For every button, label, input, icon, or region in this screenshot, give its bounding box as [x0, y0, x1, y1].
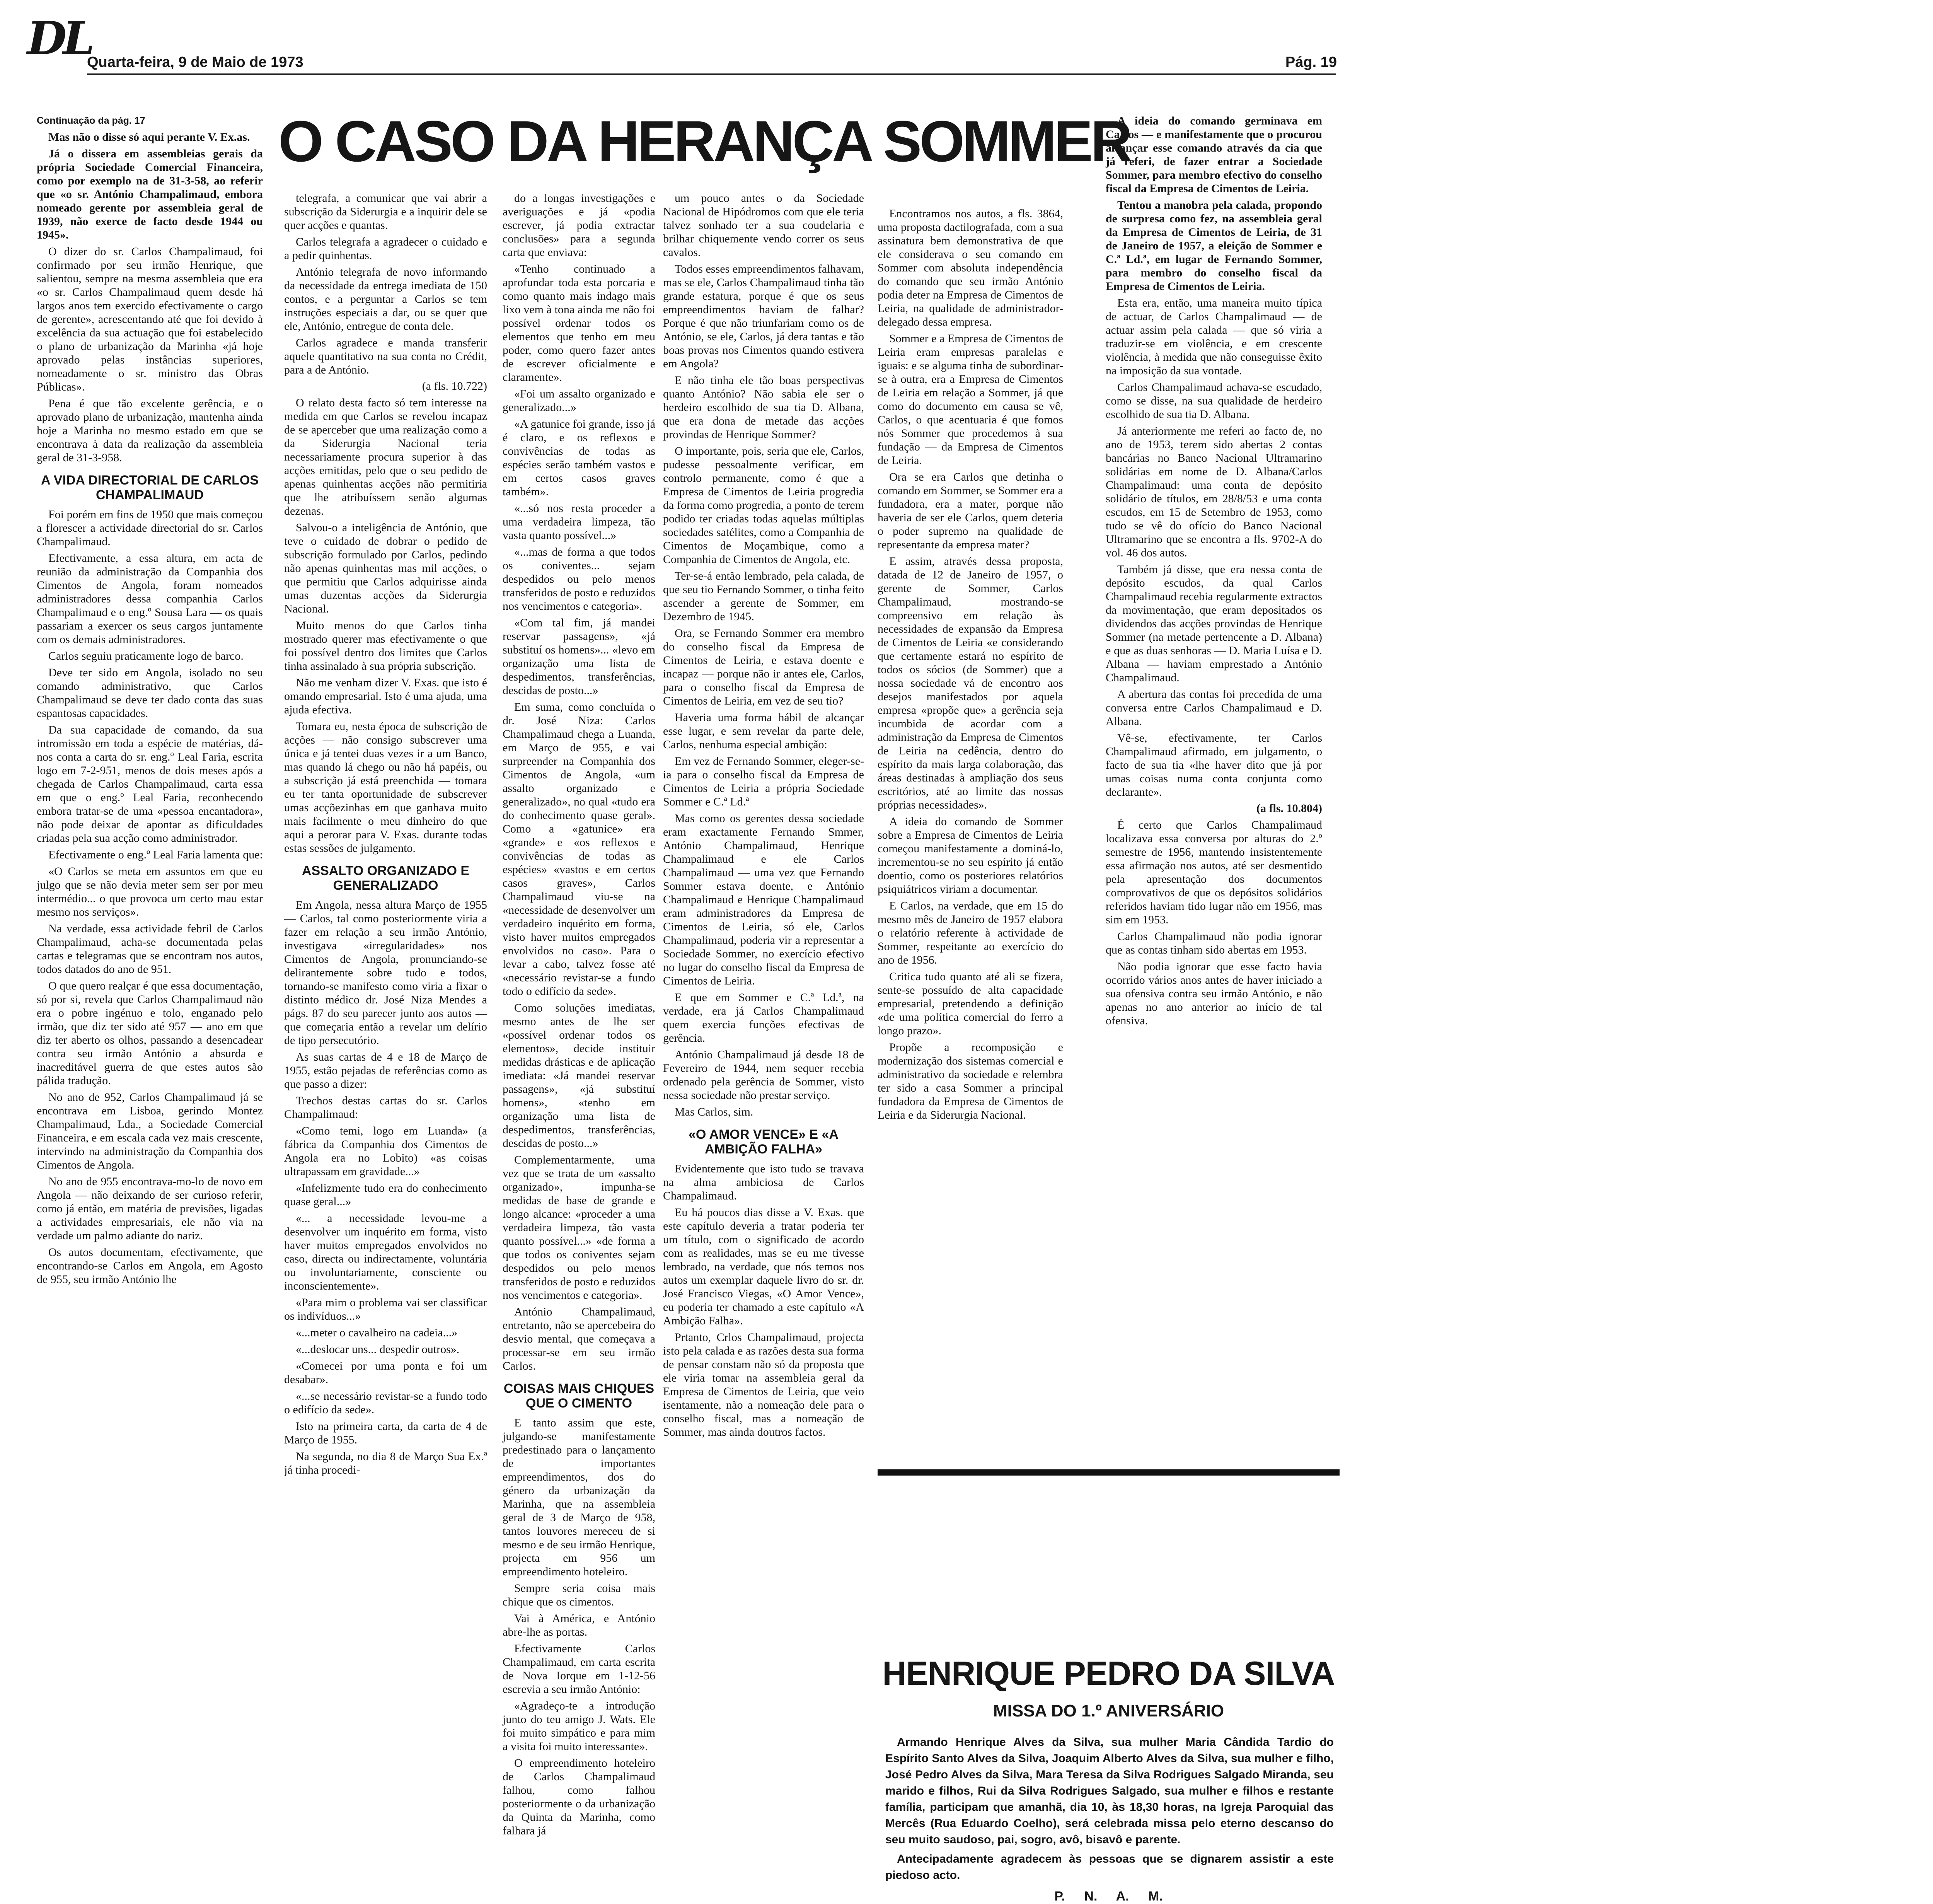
paragraph: Esta era, então, uma maneira muito típica de actuar, de Carlos Champalimaud — de actuar assim pela calada — que só viria a traduzir-se em violência, e em crescente violência, à medida que não conseguisse êxito na imposição da sua vontade. [1106, 297, 1322, 377]
obituary-rule [878, 1469, 1340, 1476]
paragraph: «Tenho continuado a aprofundar toda esta porcaria e como quanto mais indago mais lixo vem à tona ainda me não foi possível ordenar todos os elementos que tenho em meu poder, como quero fazer antes de escrever oficialmente e claramente». [503, 263, 655, 384]
paragraph: Em vez de Fernando Sommer, eleger-se-ia para o conselho fiscal da Empresa de Cimentos de Leiria a própria Sociedade Sommer e C.ª Ld.ª [663, 755, 864, 808]
paragraph: Foi porém em fins de 1950 que mais começou a florescer a actividade directorial do sr. Carlos Champalimaud. [37, 508, 263, 548]
obituary-name: HENRIQUE PEDRO DA SILVA [882, 1655, 1335, 1692]
paragraph: Vê-se, efectivamente, ter Carlos Champalimaud afirmado, em julgamento, o facto de sua tia «lhe haver dito que já por umas coisas numa conta conjunta como declarante». [1106, 732, 1322, 798]
paragraph: No ano de 955 encontrava-mo-lo de novo em Angola — não deixando de ser curioso referir, como já então, em matéria de previsões, ligadas a actividades empresariais, ele não via na verdade um palmo adiante do nariz. [37, 1175, 263, 1242]
paragraph: É certo que Carlos Champalimaud localizava essa conversa por alturas do 2.º semestre de 1956, mantendo insistentemente essa afirmação nos autos, até ser desmentido pela apresentação dos documentos comprovativos de que os depósitos solidários referidos haviam tido lugar não em 1956, mas sim em 1953. [1106, 819, 1322, 926]
paragraph: Pena é que tão excelente gerência, e o aprovado plano de urbanização, mantenha ainda hoje a Marinha no mesmo estado em que se encontrava à data da realização da assembleia geral de 31-3-958. [37, 397, 263, 464]
obituary-body [885, 1734, 1334, 1887]
citation-reference: (a fls. 10.722) [422, 380, 487, 392]
paragraph: A ideia do comando de Sommer sobre a Empresa de Cimentos de Leiria começou manifestamente a dominá-lo, incrementou-se no seu espírito já então doentio, como os posteriores relatórios psiquiátricos viriam a documentar. [878, 815, 1063, 896]
paragraph: Evidentemente que isto tudo se travava na alma ambiciosa de Carlos Champalimaud. [663, 1162, 864, 1202]
paragraph: O que quero realçar é que essa documentação, só por si, revela que Carlos Champalimaud não era o pobre ingénuo e tolo, enganado pelo irmão, que diz ter sido até 957 — ano em que diz ter aberto os olhos, passando a desencadear contra seu irmão António a absurda e inacreditável guerra de que estes autos são pálida tradução. [37, 979, 263, 1087]
paragraph: Da sua capacidade de comando, da sua intromissão em toda a espécie de matérias, dá-nos conta a carta do sr. eng.º Leal Faria, escrita logo em 7-2-951, menos de dois meses após a chegada de Carlos Champalimaud, carta essa em que o eng.º Leal Faria, reconhecendo embora tratar-se de uma «pessoa encantadora», não pode deixar de apontar as dificuldades criadas pela sua acção como administrador. [37, 723, 263, 845]
section-heading: «O AMOR VENCE» E «A AMBIÇÃO FALHA» [689, 1127, 839, 1157]
paragraph: Complementarmente, uma vez que se trata de um «assalto organizado», impunha-se medidas de base de grande e longo alcance: «proceder a uma verdadeira limpeza, tão vasta quanto possível...» «de forma a que todos os coniventes sejam despedidos ou pelo menos transferidos de posto e reduzidos nos vencimentos e categoria». [503, 1153, 655, 1302]
paragraph: A ideia do comando germinava em Carlos — e manifestamente que o procurou alcançar esse comando através da cia que já referi, de fazer entrar a Sociedade Sommer, para membro efectivo do conselho fiscal da Empresa de Cimentos de Leiria. [1106, 114, 1322, 195]
paragraph: «A gatunice foi grande, isso já é claro, e os reflexos e convivências de todas as espécies serão também vastos e em certos casos graves também». [503, 418, 655, 498]
obituary-notice [878, 1487, 1340, 1904]
paragraph: Trechos destas cartas do sr. Carlos Champalimaud: [284, 1094, 487, 1121]
paragraph: O dizer do sr. Carlos Champalimaud, foi confirmado por seu irmão Henrique, que salientou, sempre na mesma assembleia que era «o sr. Carlos Champalimaud quem desde há largos anos tem exercido efectivamente o cargo de gerente», acrescentando até que foi devido à excelência da sua actuação que foi estabelecido o plano de urbanização da Marinha «já hoje aprovado pelas instâncias superiores, nomeadamente o sr. ministro das Obras Públicas». [37, 245, 263, 393]
paragraph: «...só nos resta proceder a uma verdadeira limpeza, tão vasta quanto possível...» [503, 502, 655, 542]
paragraph: Salvou-o a inteligência de António, que teve o cuidado de dobrar o pedido de subscrição formulado por Carlos, pedindo não apenas quinhentas mas mil acções, o que permitiu que Carlos adquirisse ainda umas duzentas acções da Siderurgia Nacional. [284, 521, 487, 615]
paragraph: Prtanto, Crlos Champalimaud, projecta isto pela calada e as razões desta sua forma de pensar constam não só da proposta que ele viria tomar na assembleia geral da Empresa de Cimentos de Leiria, que veio isentamente, não a nomeação dele para o conselho fiscal, mas a nomeação de Sommer, mas ainda doutros factos. [663, 1331, 864, 1438]
paragraph: Efectivamente Carlos Champalimaud, em carta escrita de Nova Iorque em 1-12-56 escrevia a seu irmão António: [503, 1642, 655, 1696]
paragraph: Em Angola, nessa altura Março de 1955 — Carlos, tal como posteriormente viria a fazer em relação a seu irmão António, investigava «irregularidades» nos Cimentos de Angola, pronunciando-se delirantemente sobre tudo e todos, tornando-se manifesto como viria a fixar o distinto médico dr. José Niza Mendes a págs. 87 do seu parecer junto aos autos — que começaria então a revelar um delírio de tipo persecutório. [284, 899, 487, 1047]
paragraph: E que em Sommer e C.ª Ld.ª, na verdade, era já Carlos Champalimaud quem exercia funções efectivas de gerência. [663, 991, 864, 1044]
paragraph: «Comecei por uma ponta e foi um desabar». [284, 1360, 487, 1386]
paragraph: Critica tudo quanto até ali se fizera, sente-se possuído de alta capacidade empresarial, pretendendo a definição «de uma política comercial do ferro a longo prazo». [878, 970, 1063, 1037]
paragraph: Mas não o disse só aqui perante V. Ex.as. [48, 131, 250, 143]
paragraph: Tentou a manobra pela calada, propondo de surpresa como fez, na assembleia geral da Empresa de Cimentos de Leiria, de 31 de Janeiro de 1957, a eleição de Sommer e C.ª Ld.ª, em lugar de Fernando Sommer, para membro do conselho fiscal da Empresa de Cimentos de Leiria. [1106, 199, 1322, 293]
paragraph: E não tinha ele tão boas perspectivas quanto António? Não sabia ele ser o herdeiro escolhido de sua tia D. Albana, que era dona de metade das acções provindas de Henrique Sommer? [663, 374, 864, 441]
paragraph: O importante, pois, seria que ele, Carlos, pudesse pessoalmente verificar, em controlo permanente, como é que a Empresa de Cimentos de Leiria progredia da forma como progredia, a ponto de terem podido ter criadas todas aquelas múltiplas sociedades satélites, como a Companhia de Cimentos de Moçambique, como a Companhia de Cimentos de Angola, etc. [663, 445, 864, 566]
paragraph: António Champalimaud, entretanto, não se apercebeira do desvio mental, que começava a processar-se em seu irmão Carlos. [503, 1305, 655, 1372]
paragraph: «Infelizmente tudo era do conhecimento quase geral...» [284, 1182, 487, 1208]
article-column-4 [663, 191, 864, 1800]
obituary-text: Armando Henrique Alves da Silva, sua mulher Maria Cândida Tardio do Espírito Santo Alves da Silva, Joaquim Alberto Alves da Silva, sua mulher e filho, José Pedro Alves da Silva, Mara Teresa da Silva Rodrigues Salgado Miranda, seu marido e filhos, Rui da Silva Rodrigues Salgado, sua mulher e filhos e restante família, participam que amanhã, dia 10, às 18,30 horas, na Igreja Paroquial das Mercês (Rua Eduardo Coelho), será celebrada missa pelo eterno descanso do seu muito saudoso, pai, sogro, avô, bisavô e parente. [885, 1736, 1334, 1846]
paragraph: Encontramos nos autos, a fls. 3864, uma proposta dactilografada, com a sua assinatura bem demonstrativa de que ele considerava o seu comando em Sommer com absoluta independência do comando que seu irmão António podia deter na Empresa de Cimentos de Leiria, na qualidade de administrador-delegado dessa empresa. [878, 207, 1063, 328]
masthead-rule [87, 73, 1336, 75]
paragraph: Isto na primeira carta, da carta de 4 de Março de 1955. [284, 1420, 487, 1446]
paragraph: «Como temi, logo em Luanda» (a fábrica da Companhia dos Cimentos de Angola era no Lobito) «as coisas ultrapassam em gravidade...» [284, 1124, 487, 1178]
paragraph: António Champalimaud já desde 18 de Fevereiro de 1944, nem sequer recebia ordenado pela gerência de Sommer, visto nessa sociedade não prestar serviço. [663, 1048, 864, 1102]
article-column-6 [1106, 114, 1322, 1456]
paragraph: Mas como os gerentes dessa sociedade eram exactamente Fernando Smmer, António Champalimaud, Henrique Champalimaud e ele Carlos Champalimaud — uma vez que Fernando Sommer estava doente, e António Champalimaud e Henrique Champalimaud eram administradores da Empresa de Cimentos de Leiria, só ele, Carlos Champalimaud, poderia vir a representar a Sociedade Sommer, no exercício efectivo no lugar do conselho fiscal da Empresa de Cimentos de Leiria. [663, 812, 864, 987]
paragraph: Também já disse, que era nessa conta de depósito escudos, da qual Carlos Champalimaud recebia regularmente extractos da movimentação, que eram depositados os dividendos das acções provindas de Henrique Sommer (na metade pertencente a D. Albana) e que as duas senhoras — D. Maria Luísa e D. Albana — haviam emprestado a António Champalimaud. [1106, 563, 1322, 684]
paragraph: do a longas investigações e averiguações e já «podia escrever, já podia extractar conclusões» para a segunda carta que enviava: [503, 192, 655, 259]
page-number: Pág. 19 [1285, 54, 1337, 70]
paragraph: Vai à América, e António abre-lhe as portas. [503, 1612, 655, 1638]
paragraph: «...deslocar uns... despedir outros». [296, 1343, 460, 1356]
paragraph: «...meter o cavalheiro na cadeia...» [296, 1326, 458, 1339]
paragraph: Os autos documentam, efectivamente, que encontrando-se Carlos em Angola, em Agosto de 955, seu irmão António lhe [37, 1246, 263, 1286]
paragraph: As suas cartas de 4 e 18 de Março de 1955, estão pejadas de referências como as que passo a dizer: [284, 1051, 487, 1090]
paragraph: Todos esses empreendimentos falhavam, mas se ele, Carlos Champalimaud tinha tão grande estatura, porque é que os seus empreendimentos haviam de falhar? Porque é que não triunfariam como os de António, se ele, Carlos, já dera tantas e tão boas provas nos Cimentos quando estivera em Angola? [663, 263, 864, 370]
paragraph: Ora se era Carlos que detinha o comando em Sommer, se Sommer era a fundadora, era a mater, porque não haveria de ser ele Carlos, quem deteria o poder supremo na qualidade de representante da empresa mater? [878, 471, 1063, 551]
paragraph: António telegrafa de novo informando da necessidade da entrega imediata de 150 contos, e a perguntar a Carlos se tem instruções especiais a dar, ou se quer que ele, António, entregue de conta dele. [284, 266, 487, 333]
paragraph: No ano de 952, Carlos Champalimaud já se encontrava em Lisboa, gerindo Montez Champalimaud, Lda., a Sociedade Comercial Financeira, e em escala cada vez mais crescente, intervindo na administração da Companhia dos Cimentos de Angola. [37, 1091, 263, 1171]
article-column-2 [284, 191, 487, 1800]
paragraph: Não podia ignorar que esse facto havia ocorrido vários anos antes de haver iniciado a sua ofensiva contra seu irmão António, e não apenas no ano anterior ao início de tal ofensiva. [1106, 960, 1322, 1027]
paragraph: Mas Carlos, sim. [675, 1106, 753, 1118]
section-heading: ASSALTO ORGANIZADO E GENERALIZADO [302, 863, 470, 893]
obituary-thanks: Antecipadamente agradecem às pessoas que se dignarem assistir a este piedoso acto. [885, 1853, 1334, 1882]
paragraph: Carlos telegrafa a agradecer o cuidado e a pedir quinhentas. [284, 235, 487, 262]
paragraph: Carlos Champalimaud achava-se escudado, como se disse, na sua qualidade de herdeiro escolhido de sua tia D. Albana. [1106, 381, 1322, 421]
paragraph: O relato desta facto só tem interesse na medida em que Carlos se revelou incapaz de se aperceber que uma realização como a da Siderurgia Nacional teria necessariamente procura superior à das acções emitidas, pelo que o seu pedido de apenas quinhentas acções não permitiria que lhe atribuíssem senão algumas dezenas. [284, 396, 487, 517]
paragraph: Já o dissera em assembleias gerais da própria Sociedade Comercial Financeira, como por exemplo na de 31-3-58, ao referir que «o sr. António Champalimaud, embora nomeado gerente por assembleia geral de 1939, não exerce de facto desde 1944 ou 1945». [37, 147, 263, 241]
article-column-3 [503, 191, 655, 1837]
paragraph: «Foi um assalto organizado e generalizado...» [503, 387, 655, 414]
paragraph: um pouco antes o da Sociedade Nacional de Hipódromos com que ele teria talvez sonhado ter a sua coudelaria e brilhar chiquemente vendo correr os seus cavalos. [663, 192, 864, 259]
paragraph: O empreendimento hoteleiro de Carlos Champalimaud falhou, como falhou posteriormente o da urbanização da Quinta da Marinha, como falhara já [503, 1757, 655, 1837]
continuation-note: Continuação da pág. 17 [37, 115, 145, 126]
paragraph: Sommer e a Empresa de Cimentos de Leiria eram empresas paralelas e iguais: e se alguma tinha de subordinar-se à outra, era a Empresa de Cimentos de Leiria em relação a Sommer, já que como do documento em causa se vê, Carlos, o que acentuaria é que fomos nós Sommer que procedemos à sua fundação — da Empresa de Cimentos de Leiria. [878, 332, 1063, 467]
paragraph: «... a necessidade levou-me a desenvolver um inquérito em forma, visto haver muitos empregados envolvidos no caso, directa ou indirectamente, voluntária ou involuntariamente, consciente ou inconscientemente». [284, 1212, 487, 1292]
paragraph: «...se necessário revistar-se a fundo todo o edifício da sede». [284, 1390, 487, 1416]
citation-reference: (a fls. 10.804) [1256, 802, 1322, 815]
paragraph: Propõe a recomposição e modernização dos sistemas comercial e administrativo da sociedade e relembra ter sido a casa Sommer a principal fundadora da Empresa de Cimentos de Leiria e da Siderurgia Nacional. [878, 1041, 1063, 1121]
section-heading: COISAS MAIS CHIQUES QUE O CIMENTO [503, 1381, 655, 1411]
article-headline: O CASO DA HERANÇA SOMMER [278, 109, 1130, 174]
paragraph: «O Carlos se meta em assuntos em que eu julgo que se não devia meter sem ser por meu intermédio... o que provoca um certo mau estar mesmo nos serviços». [37, 865, 263, 918]
paragraph: Haveria uma forma hábil de alcançar esse lugar, e sem revelar da parte dele, Carlos, nenhuma especial ambição: [663, 711, 864, 751]
obituary-mass-title: MISSA DO 1.º ANIVERSÁRIO [993, 1701, 1224, 1720]
paragraph: «Agradeço-te a introdução junto do teu amigo J. Wats. Ele foi muito simpático e para mim a visita foi muito interessante». [503, 1699, 655, 1753]
paragraph: Na verdade, essa actividade febril de Carlos Champalimaud, acha-se documentada pelas cartas e telegramas que se encontram nos autos, todos datados do ano de 951. [37, 922, 263, 976]
paragraph: Na segunda, no dia 8 de Março Sua Ex.ª já tinha procedi- [284, 1450, 487, 1476]
paragraph: «...mas de forma a que todos os coniventes... sejam despedidos ou pelo menos transferidos de posto e reduzidos nos vencimentos e categoria». [503, 546, 655, 612]
paragraph: E tanto assim que este, julgando-se manifestamente predestinado para o lançamento de importantes empreendimentos, dos do género da urbanização da Marinha, que na assembleia geral de 3 de Março de 958, tantos louvores mereceu de si mesmo e de seu irmão Henrique, projecta em 956 um empreendimento hoteleiro. [503, 1416, 655, 1578]
obituary-signature: P. N. A. M. [1054, 1889, 1163, 1904]
newspaper-logo: DL [27, 11, 91, 65]
paragraph: Carlos agradece e manda transferir aquele quantitativo na sua conta no Crédit, para a de António. [284, 336, 487, 376]
section-heading: A VIDA DIRECTORIAL DE CARLOS CHAMPALIMAUD [41, 473, 259, 502]
paragraph: Como soluções imediatas, mesmo antes de lhe ser «possível ordenar todos os elementos», decide instituir medidas drásticas e de aplicação imediata: «Já mandei reservar passagens», «já substituí homens», «tenho em organização uma lista de despedimentos, transferências, descidas de posto...» [503, 1001, 655, 1150]
paragraph: Carlos seguiu praticamente logo de barco. [48, 650, 244, 662]
paragraph: Deve ter sido em Angola, isolado no seu comando administrativo, que Carlos Champalimaud se deve ter dado conta das suas espantosas capacidades. [37, 666, 263, 720]
paragraph: Carlos Champalimaud não podia ignorar que as contas tinham sido abertas em 1953. [1106, 930, 1322, 956]
paragraph: E Carlos, na verdade, que em 15 do mesmo mês de Janeiro de 1957 elabora o relatório referente à actividade de Sommer, respeitante ao exercício do ano de 1956. [878, 899, 1063, 966]
paragraph: Eu há poucos dias disse a V. Exas. que este capítulo deveria a tratar poderia ter um título, com o significado de acordo com as realidades, mas se eu me tivesse lembrado, na verdade, que nós temos nos autos um exemplar daquele livro do sr. dr. José Francisco Viegas, «O Amor Vence», eu poderia ter chamado a este capítulo «A Ambição Falha». [663, 1206, 864, 1327]
paragraph: E assim, através dessa proposta, datada de 12 de Janeiro de 1957, o gerente de Sommer, Carlos Champalimaud, mostrando-se compreensivo em relação às necessidades de expansão da Empresa de Cimentos de Leiria «e considerando que certamente estará no espírito de todos os sócios (de Sommer) que a nossa sociedade vá de encontro aos desejos manifestados por aquela empresa «propõe que» a gerência seja incumbida de acordar com a administração da Empresa de Cimentos de Leiria na cedência, dentro do espírito da mais larga colaboração, das áreas destinadas à ampliação dos seus escritórios, até ao limite das nossas próprias necessidades». [878, 555, 1063, 811]
paragraph: Muito menos do que Carlos tinha mostrado querer mas efectivamente o que foi possível dentro dos limites que Carlos tinha assinalado à sua própria subscrição. [284, 619, 487, 672]
paragraph: «Para mim o problema vai ser classificar os indivíduos...» [284, 1296, 487, 1322]
paragraph: Não me venham dizer V. Exas. que isto é omando empresarial. Isto é uma ajuda, uma ajuda efectiva. [284, 676, 487, 716]
paragraph: Sempre seria coisa mais chique que os cimentos. [503, 1582, 655, 1608]
paragraph: Efectivamente o eng.º Leal Faria lamenta que: [48, 848, 263, 861]
paragraph: Tomara eu, nesta época de subscrição de acções — não consigo subscrever uma única e já tentei duas vezes ir a um Banco, mas quando lá chego ou não há papéis, ou a subscrição já está preenchida — tomara eu ter tanta oportunidade de subscrever umas acçõezinhas em que ganhava muito mais facilmente o meu dinheiro do que aqui a perorar para V. Exas. durante todas estas sessões de julgamento. [284, 720, 487, 855]
paragraph: Efectivamente, a essa altura, em acta de reunião da administração da Companhia dos Cimentos de Angola, foram nomeados administradores dessa companhia Carlos Champalimaud e o eng.º Sousa Lara — os quais passariam a exercer os seus cargos juntamente com os demais administradores. [37, 552, 263, 646]
paragraph: Em suma, como concluída o dr. José Niza: Carlos Champalimaud chega a Luanda, em Março de 955, e vai surpreender na Companhia dos Cimentos de Angola, «um assalto organizado e generalizado», no qual «tudo era do conhecimento quase geral». Como a «gatunice» era «grande» e «os reflexos e convivências de todas as espécies» «vastos e em certos casos graves», Carlos Champalimaud viu-se na «necessidade de desenvolver um verdadeiro inquérito em forma, visto haver muitos empregados envolvidos no caso». Para o levar a cabo, talvez fosse até «necessário revistar-se a fundo todo o edifício da sede». [503, 701, 655, 998]
paragraph: telegrafa, a comunicar que vai abrir a subscrição da Siderurgia e a inquirir dele se quer acções e quantas. [284, 192, 487, 232]
paragraph: Já anteriormente me referi ao facto de, no ano de 1953, terem sido abertas 2 contas bancárias no Banco Nacional Ultramarino solidárias em nome de D. Albana/Carlos Champalimaud: uma conta de depósito solidário de títulos, em 28/8/53 e uma conta escudos, em 15 de Setembro de 1953, como tudo se vê do ofício do Banco Nacional Ultramarino que se encontra a fls. 9702-A do vol. 46 dos autos. [1106, 425, 1322, 559]
article-column-1 [37, 115, 263, 1799]
paragraph: A abertura das contas foi precedida de uma conversa entre Carlos Champalimaud e D. Albana. [1106, 688, 1322, 728]
paragraph: «Com tal fim, já mandei reservar passagens», «já substituí os homens»... «levo em organização uma lista de despedimentos, transferências, descidas de posto...» [503, 616, 655, 697]
dateline: Quarta-feira, 9 de Maio de 1973 [87, 54, 303, 70]
paragraph: Ora, se Fernando Sommer era membro do conselho fiscal da Empresa de Cimentos de Leiria, e estava doente e incapaz — porque não ir antes ele, Carlos, para o conselho fiscal da Empresa de Cimentos de Leiria, em vez de seu tio? [663, 627, 864, 707]
paragraph: Ter-se-á então lembrado, pela calada, de que seu tio Fernando Sommer, o tinha feito ascender a gerente de Sommer, em Dezembro de 1945. [663, 570, 864, 623]
